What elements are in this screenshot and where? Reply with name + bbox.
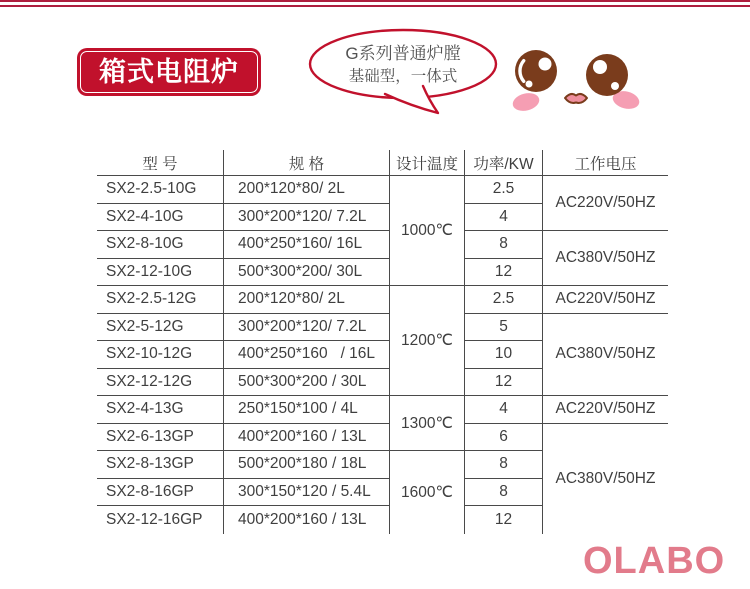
table-row bbox=[97, 396, 668, 424]
model-cell: SX2-4-10G bbox=[97, 204, 223, 232]
table-row bbox=[97, 424, 668, 452]
table-row bbox=[97, 286, 668, 314]
power-cell: 6 bbox=[464, 424, 542, 452]
right-eye bbox=[586, 54, 628, 96]
bubble-text-line2: 基础型，一体式 bbox=[348, 68, 458, 85]
col-header-power: 功率/KW bbox=[464, 150, 542, 176]
power-cell: 10 bbox=[464, 341, 542, 369]
title-badge bbox=[77, 48, 261, 96]
power-cell: 2.5 bbox=[464, 286, 542, 314]
model-cell: SX2-12-16GP bbox=[106, 510, 203, 528]
spec-table-header-row bbox=[97, 150, 668, 176]
spec-cell: 200*120*80/ 2L bbox=[223, 286, 389, 314]
spec-cell: 300*150*120 / 5.4L bbox=[223, 479, 389, 507]
temperature-cell: 1000℃ bbox=[389, 176, 464, 286]
power-cell: 8 bbox=[464, 479, 542, 507]
spec-cell: 400*250*160 / 16L bbox=[223, 341, 389, 369]
top-rule-upper bbox=[0, 0, 750, 2]
table-row bbox=[97, 314, 668, 342]
right-eye-highlight-large bbox=[593, 60, 607, 74]
page-title: 箱式电阻炉 bbox=[99, 56, 239, 87]
bubble-text-line1: G系列普通炉膛 bbox=[345, 44, 461, 63]
col-header-voltage: 工作电压 bbox=[542, 150, 668, 176]
voltage-cell: AC220V/50HZ bbox=[542, 286, 668, 314]
model-cell: SX2-8-10G bbox=[97, 231, 223, 259]
model-cell: SX2-6-13GP bbox=[97, 424, 223, 452]
left-eye-highlight-large bbox=[539, 58, 552, 71]
model-cell: SX2-8-13GP bbox=[97, 451, 223, 479]
spec-cell: 400*200*160 / 13L bbox=[223, 506, 389, 534]
power-cell: 4 bbox=[464, 204, 542, 232]
power-cell: 4 bbox=[464, 396, 542, 424]
spec-table bbox=[97, 150, 668, 534]
left-eye-highlight-small bbox=[526, 81, 533, 88]
col-header-spec: 规 格 bbox=[223, 150, 389, 176]
spec-table-body bbox=[97, 176, 668, 534]
voltage-cell: AC380V/50HZ bbox=[542, 424, 668, 534]
spec-cell: 200*120*80/ 2L bbox=[223, 176, 389, 204]
voltage-cell: AC380V/50HZ bbox=[542, 314, 668, 397]
top-rule-lower bbox=[0, 5, 750, 7]
power-cell: 8 bbox=[464, 451, 542, 479]
power-cell: 8 bbox=[464, 231, 542, 259]
spec-cell: 400*200*160 / 13L bbox=[223, 424, 389, 452]
model-cell: SX2-4-13G bbox=[97, 396, 223, 424]
model-cell: SX2-5-12G bbox=[97, 314, 223, 342]
spec-cell: 500*300*200 / 30L bbox=[223, 369, 389, 397]
voltage-cell: AC380V/50HZ bbox=[542, 231, 668, 286]
brand-logo: OLABO bbox=[583, 540, 726, 582]
col-header-temperature: 设计温度 bbox=[389, 150, 464, 176]
model-cell: SX2-2.5-12G bbox=[97, 286, 223, 314]
model-cell: SX2-10-12G bbox=[97, 341, 223, 369]
temperature-cell: 1600℃ bbox=[389, 451, 464, 534]
left-cheek bbox=[511, 90, 541, 113]
spec-cell: 500*200*180 / 18L bbox=[223, 451, 389, 479]
model-cell: SX2-8-16GP bbox=[97, 479, 223, 507]
power-cell: 2.5 bbox=[464, 176, 542, 204]
power-cell: 5 bbox=[464, 314, 542, 342]
voltage-cell: AC220V/50HZ bbox=[542, 396, 668, 424]
mascot-face bbox=[505, 38, 650, 116]
spec-cell: 500*300*200/ 30L bbox=[223, 259, 389, 287]
right-eye-highlight-small bbox=[611, 82, 619, 90]
power-cell: 12 bbox=[464, 506, 542, 534]
mouth bbox=[565, 94, 587, 103]
power-cell: 12 bbox=[464, 259, 542, 287]
spec-cell: 250*150*100 / 4L bbox=[223, 396, 389, 424]
voltage-cell: AC220V/50HZ bbox=[542, 176, 668, 231]
table-row bbox=[97, 231, 668, 259]
spec-cell: 400*250*160/ 16L bbox=[223, 231, 389, 259]
spec-cell: 300*200*120/ 7.2L bbox=[223, 204, 389, 232]
table-row bbox=[97, 176, 668, 204]
model-cell: SX2-12-10G bbox=[97, 259, 223, 287]
spec-cell: 300*200*120/ 7.2L bbox=[223, 314, 389, 342]
model-cell: SX2-12-12G bbox=[97, 369, 223, 397]
temperature-cell: 1200℃ bbox=[389, 286, 464, 396]
temperature-cell: 1300℃ bbox=[389, 396, 464, 451]
model-cell: SX2-2.5-10G bbox=[97, 176, 223, 204]
col-header-model: 型 号 bbox=[97, 150, 223, 176]
power-cell: 12 bbox=[464, 369, 542, 397]
